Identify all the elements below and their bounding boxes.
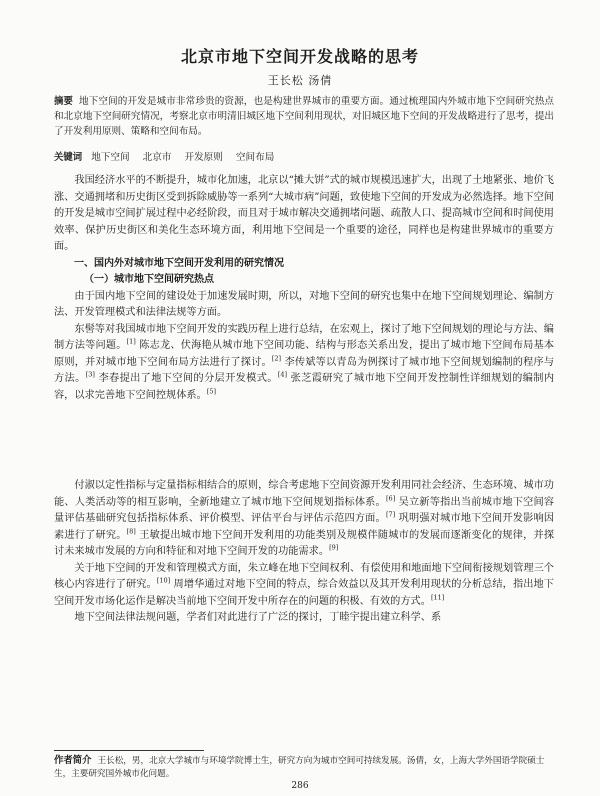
citation: [3] <box>85 370 95 379</box>
citation: [8] <box>126 527 136 536</box>
paragraph: 由于国内地下空间的建设处于加速发展时期，所以，对地下空间的研究也集中在地下空间规划理论、编制方法、开发管理模式和法律法规等方面。 <box>54 290 554 318</box>
paper-title: 北京市地下空间开发战略的思考 <box>180 47 419 66</box>
paragraph <box>54 478 554 561</box>
citation: [9] <box>329 543 339 552</box>
sentence: 关于地下空间的开发和管理模式方面，朱立峰在地下空间权利、有偿使用和地面地下空间衔接规划管理三个核心内容进行了研究。 <box>54 562 554 590</box>
citation: [5] <box>206 387 217 396</box>
keyword: 地下空间 <box>91 152 130 163</box>
citation: [11] <box>430 593 445 602</box>
paragraph <box>54 561 554 611</box>
abstract-label: 摘要 <box>54 96 73 107</box>
keywords-label: 关键词 <box>54 152 83 163</box>
paragraph: 地下空间法律法规问题，学者们对此进行了广泛的探讨，丁睦宇提出建立科学、系 <box>74 612 442 623</box>
page-number: 286 <box>291 781 309 791</box>
body-section-1 <box>54 173 554 404</box>
citation: [4] <box>277 370 288 379</box>
paper-authors: 王长松 汤倩 <box>267 74 333 87</box>
sentence: 巩明强对城市地下空间开发影响因素进行了研究。 <box>54 513 555 541</box>
paragraph-intro: 我国经济水平的不断提升，城市化加速，北京以“摊大饼”式的城市规模迅速扩大，出现了土地紧张、地价飞涨、交通拥堵和历史街区受到拆除威胁等一系列“大城市病”问题，致使地下空间的开发成为必然选择。地下空间的开发是城市空间扩展过程中必经阶段，而且对于城市解决交通拥堵问题、疏散人口、提高城市空间和时间使用效率、保护历史街区和美化生态环境方面，利用地下空间是一个重要的途径，同样也是构建世界城市的重要方面。 <box>54 175 554 252</box>
citation: [7] <box>385 510 396 519</box>
sentence: 陈志龙、伏海艳从城市地下空间功能、结构与形态关系出发，提出了城市地下空间布局基本原则，并对城市地下空间布局方法进行了探讨。 <box>54 340 555 368</box>
sentence: 李春提出了地下空间的分层开发模式。 <box>98 373 278 384</box>
subsection-heading: （一）城市地下空间研究热点 <box>84 274 214 285</box>
sentence: 吴立新等指出当前城市地下空间容量评估基础研究包括指标体系、评价模型、评估平台与评估示范四方面。 <box>54 496 555 524</box>
sentence: 张芝霞研究了城市地下空间开发控制性详细规划的编制内容，以求完善地下空间控规体系。 <box>54 373 555 401</box>
keyword: 开发原则 <box>184 152 223 163</box>
footnote-text: 王长松，男，北京大学城市与环境学院博士生，研究方向为城市空间可持续发展。汤倩，女，上海大学外国语学院硕士生，主要研究国外城市化问题。 <box>54 756 545 779</box>
abstract-text: 地下空间的开发是城市非常珍贵的资源，也是构建世界城市的重要方面。通过梳理国内外城市地下空间研究热点和北京地下空间研究情况，考察北京市明清旧城区地下空间利用现状，对旧城区地下空间的开发战略进行了思考，提出了开发利用原则、策略和空间布局。 <box>54 96 554 137</box>
citation: [2] <box>271 354 282 363</box>
abstract <box>54 94 554 139</box>
sentence: 周增华通过对地下空间的特点，综合效益以及其开发利用现状的分析总结，指出地下空间开发市场化运作是解决当前地下空间开发中所存在的问题的积极、有效的方式。 <box>54 579 554 607</box>
keyword: 北京市 <box>142 152 172 163</box>
author-footnote <box>54 754 554 781</box>
footnote-divider <box>54 750 204 751</box>
sentence: 李传斌等以青岛为例探讨了城市地下空间规划编制的程序与方法。 <box>54 356 555 384</box>
sentence: 付淑以定性指标与定量指标相结合的原则，综合考虑地下空间资源开发利用同社会经济、生态环境、城市功能、人类活动等的相互影响，全新地建立了城市地下空间规划指标体系。 <box>54 480 554 508</box>
sentence: 东髻等对我国城市地下空间开发的实践历程上进行总结，在宏观上，探讨了地下空间规划的理论与方法、编制方法等问题。 <box>54 323 554 351</box>
citation: [1] <box>126 337 136 346</box>
section-heading: 一、国内外对城市地下空间开发利用的研究情况 <box>74 257 284 269</box>
paragraph <box>54 322 554 405</box>
keyword: 空间布局 <box>235 152 275 163</box>
body-section-2 <box>54 478 554 627</box>
sentence: 王敏提出城市地下空间开发利用的功能类别及规模伴随城市的发展而逐渐变化的规律，并探讨未来城市发展的方向和特征和对地下空间开发的功能需求。 <box>54 529 555 557</box>
keywords <box>54 150 554 165</box>
footnote-label: 作者简介 <box>54 755 92 766</box>
citation: [6] <box>385 494 396 503</box>
citation: [10] <box>156 576 171 585</box>
